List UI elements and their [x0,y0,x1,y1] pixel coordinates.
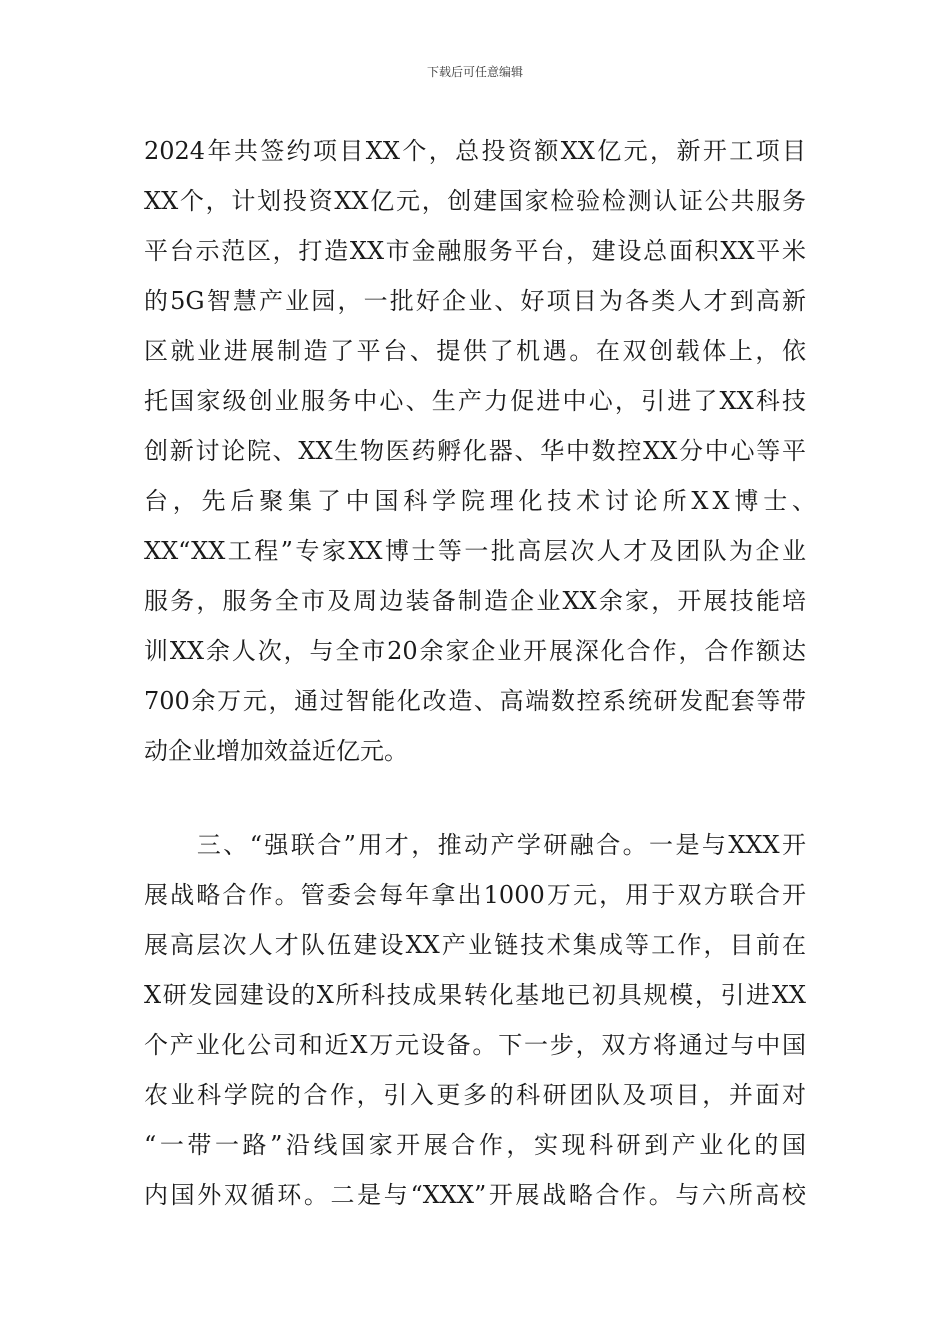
text-line: 的5G智慧产业园，一批好企业、好项目为各类人才到高新 [144,287,806,315]
text-line: XX个，计划投资XX亿元，创建国家检验检测认证公共服务 [144,187,806,215]
text-line: 三、“强联合”用才，推动产学研融合。一是与XXX开 [144,831,806,859]
text-line: 平台示范区，打造XX市金融服务平台，建设总面积XX平米 [144,237,806,265]
text-line: 2024年共签约项目XX个，总投资额XX亿元，新开工项目 [144,137,806,165]
text-line: 内国外双循环。二是与“XXX”开展战略合作。与六所高校 [144,1181,806,1209]
text-line: 托国家级创业服务中心、生产力促进中心，引进了XX科技 [144,387,806,415]
body-paragraph-2 [144,820,806,1220]
text-line: 创新讨论院、XX生物医药孵化器、华中数控XX分中心等平 [144,437,806,465]
text-line: 农业科学院的合作，引入更多的科研团队及项目，并面对 [144,1081,806,1109]
text-line: 台，先后聚集了中国科学院理化技术讨论所XX博士、 [144,487,820,515]
text-line: 动企业增加效益近亿元。 [144,737,408,765]
text-line: X研发园建设的X所科技成果转化基地已初具规模，引进XX [144,981,806,1009]
text-line: XX“XX工程”专家XX博士等一批高层次人才及团队为企业 [144,537,806,565]
text-line: 个产业化公司和近X万元设备。下一步，双方将通过与中国 [144,1031,806,1059]
text-line: 区就业进展制造了平台、提供了机遇。在双创载体上，依 [144,337,806,365]
text-line: “一带一路”沿线国家开展合作，实现科研到产业化的国 [144,1131,806,1159]
text-line: 服务，服务全市及周边装备制造企业XX余家，开展技能培 [144,587,806,615]
text-line: 训XX余人次，与全市20余家企业开展深化合作，合作额达 [144,637,806,665]
text-line: 展战略合作。管委会每年拿出1000万元，用于双方联合开 [144,881,806,909]
text-line: 展高层次人才队伍建设XX产业链技术集成等工作，目前在 [144,931,806,959]
body-paragraph-1 [144,126,820,776]
page-header: 下载后可任意编辑 [426,65,523,79]
text-line: 700余万元，通过智能化改造、高端数控系统研发配套等带 [144,687,806,715]
